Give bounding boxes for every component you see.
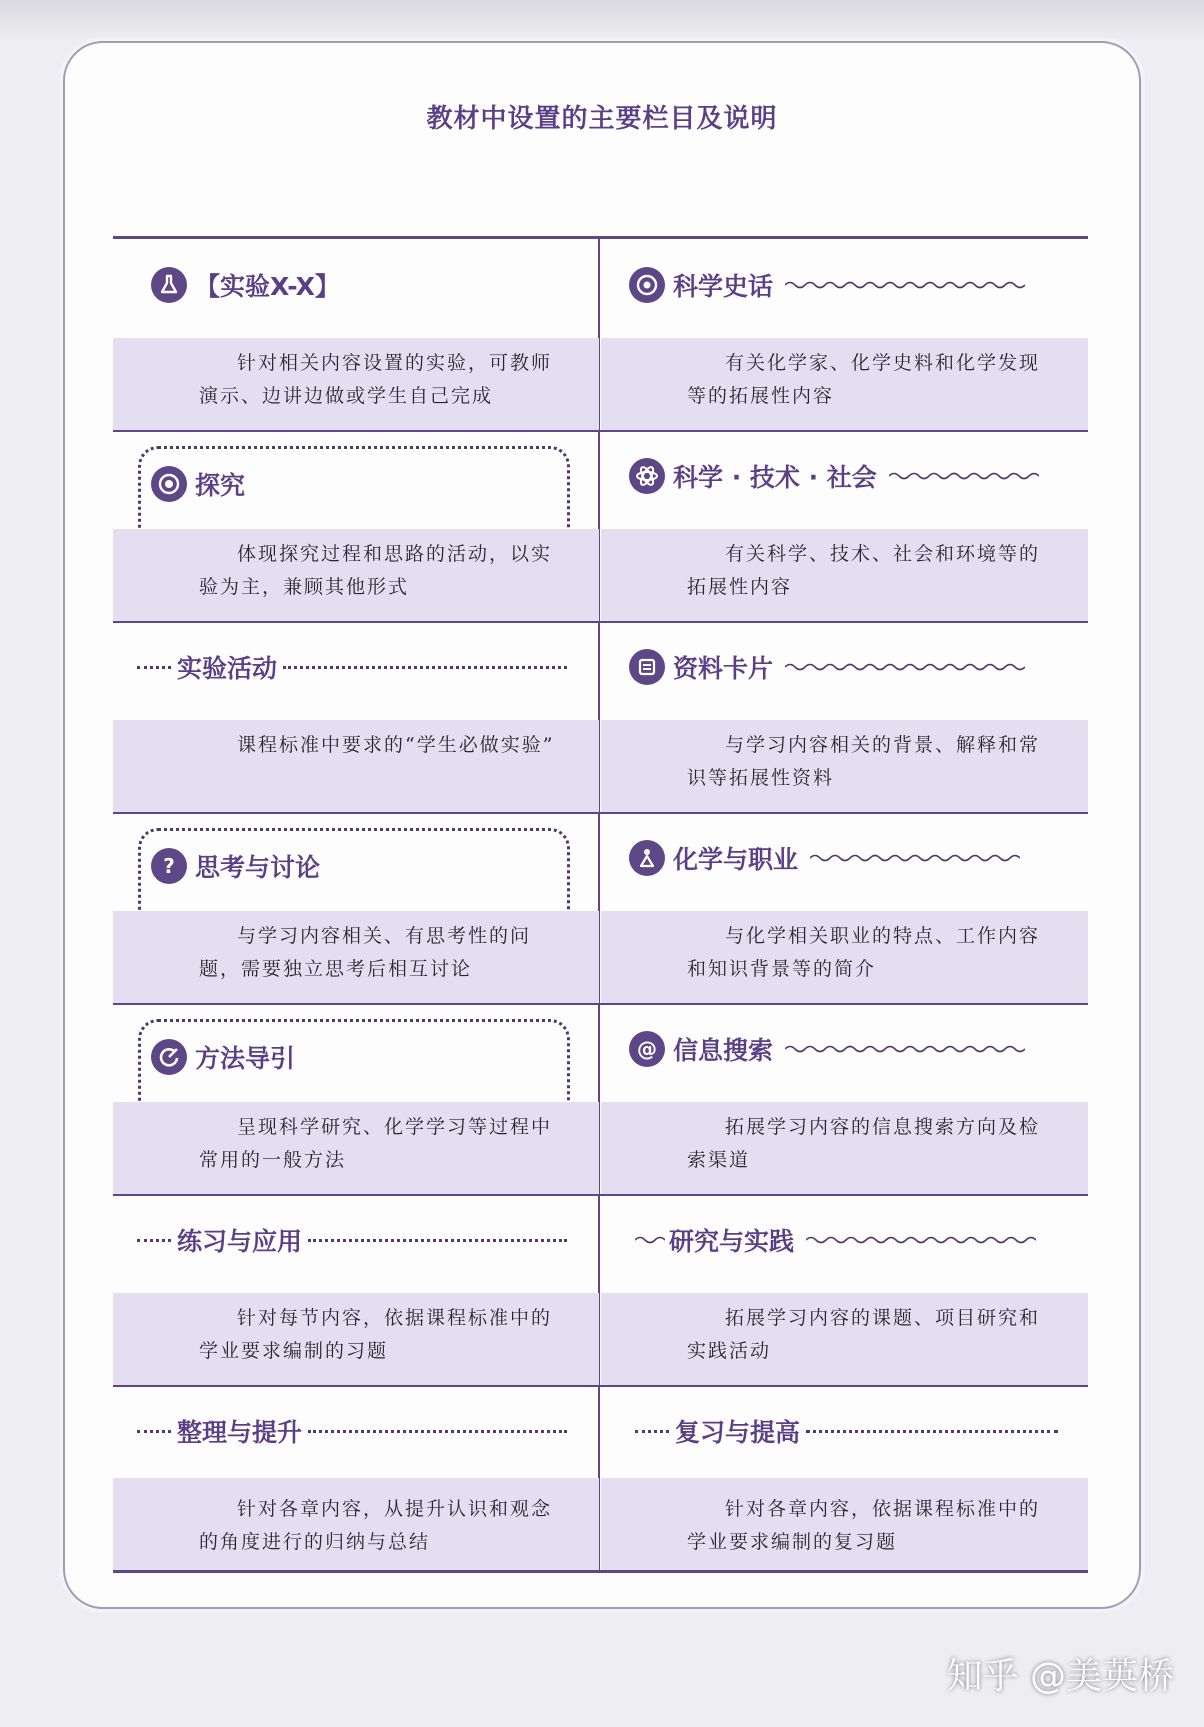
table-row [113,430,1088,623]
cell-experiment-activity [113,621,599,812]
cell-sts [601,430,1088,621]
section-desc: 有关化学家、化学史料和化学发现等的拓展性内容 [687,352,1041,407]
section-label: 整理与提升 [177,1418,303,1447]
cell-data-card [601,621,1088,812]
cell-research-practice [601,1194,1088,1385]
wave-divider [806,1235,1036,1245]
page-edge [0,0,1204,40]
cell-practice [113,1194,599,1385]
section-label: 练习与应用 [177,1227,303,1256]
cell-think-discuss [113,812,599,1003]
section-label: 方法导引 [195,1044,296,1073]
at-icon: @ [629,1031,665,1067]
wave-divider [785,1044,1025,1054]
section-desc: 与学习内容相关、有思考性的问题，需要独立思考后相互讨论 [199,925,532,980]
target-icon [151,466,187,502]
section-desc: 针对各章内容，依据课程标准中的学业要求编制的复习题 [687,1498,1041,1553]
card-icon [629,649,665,685]
cell-info-search [601,1003,1088,1194]
section-desc: 体现探究过程和思路的活动，以实验为主，兼顾其他形式 [199,543,553,598]
section-desc: 课程标准中要求的“学生必做实验” [237,734,555,756]
atom-icon [629,458,665,494]
cell-review [601,1385,1088,1570]
table-row [113,621,1088,814]
table-row [113,1194,1088,1387]
wave-divider [785,280,1025,290]
question-icon: ? [151,848,187,884]
arrow-cycle-icon [151,1039,187,1075]
cell-science-history [601,239,1088,430]
section-desc: 呈现科学研究、化学学习等过程中常用的一般方法 [199,1116,553,1171]
dotted-lead [137,1430,171,1433]
section-label: 思考与讨论 [195,853,321,882]
section-label: 探究 [195,471,246,500]
page-title: 教材中设置的主要栏目及说明 [426,104,778,134]
section-label: 实验活动 [177,654,278,683]
dotted-lead [137,666,171,669]
cell-inquiry [113,430,599,621]
table-row [113,239,1088,432]
section-desc: 与化学相关职业的特点、工作内容和知识背景等的简介 [687,925,1041,980]
wave-lead [635,1235,665,1245]
section-label: 化学与职业 [673,845,799,874]
dotted-divider [283,666,567,669]
section-desc: 针对各章内容，从提升认识和观念的角度进行的归纳与总结 [199,1498,553,1553]
section-desc: 针对每节内容，依据课程标准中的学业要求编制的习题 [199,1307,553,1362]
section-label: 研究与实践 [669,1227,795,1256]
dotted-divider [308,1430,567,1433]
table-row [113,812,1088,1005]
columns-table [113,236,1088,1570]
watermark: 知乎 @美英桥 [946,1656,1174,1697]
section-label: 资料卡片 [673,654,774,683]
section-desc: 拓展学习内容的课题、项目研究和实践活动 [687,1307,1041,1362]
section-label: 科学史话 [673,272,774,301]
section-label: 复习与提高 [675,1418,801,1447]
cell-experiment [113,239,599,430]
wave-divider [785,662,1025,672]
cell-summary [113,1385,599,1570]
section-label: 科学 · 技术 · 社会 [673,463,877,492]
section-desc: 针对相关内容设置的实验，可教师演示、边讲边做或学生自己完成 [199,352,553,407]
wave-divider [889,471,1039,481]
flask-icon [151,267,187,303]
dotted-divider [308,1239,567,1242]
cell-method-guide [113,1003,599,1194]
dotted-lead [137,1239,171,1242]
cell-chem-career [601,812,1088,1003]
section-desc: 与学习内容相关的背景、解释和常识等拓展性资料 [687,734,1041,789]
section-label: 信息搜索 [673,1036,774,1065]
table-row [113,1003,1088,1196]
dotted-divider [806,1430,1058,1433]
section-desc: 有关科学、技术、社会和环境等的拓展性内容 [687,543,1041,598]
dotted-lead [635,1430,669,1433]
history-icon [629,267,665,303]
wave-divider [810,853,1020,863]
flask-person-icon [629,840,665,876]
section-label: 【实验X-X】 [195,272,340,301]
table-row [113,1385,1088,1573]
section-desc: 拓展学习内容的信息搜索方向及检索渠道 [687,1116,1041,1171]
